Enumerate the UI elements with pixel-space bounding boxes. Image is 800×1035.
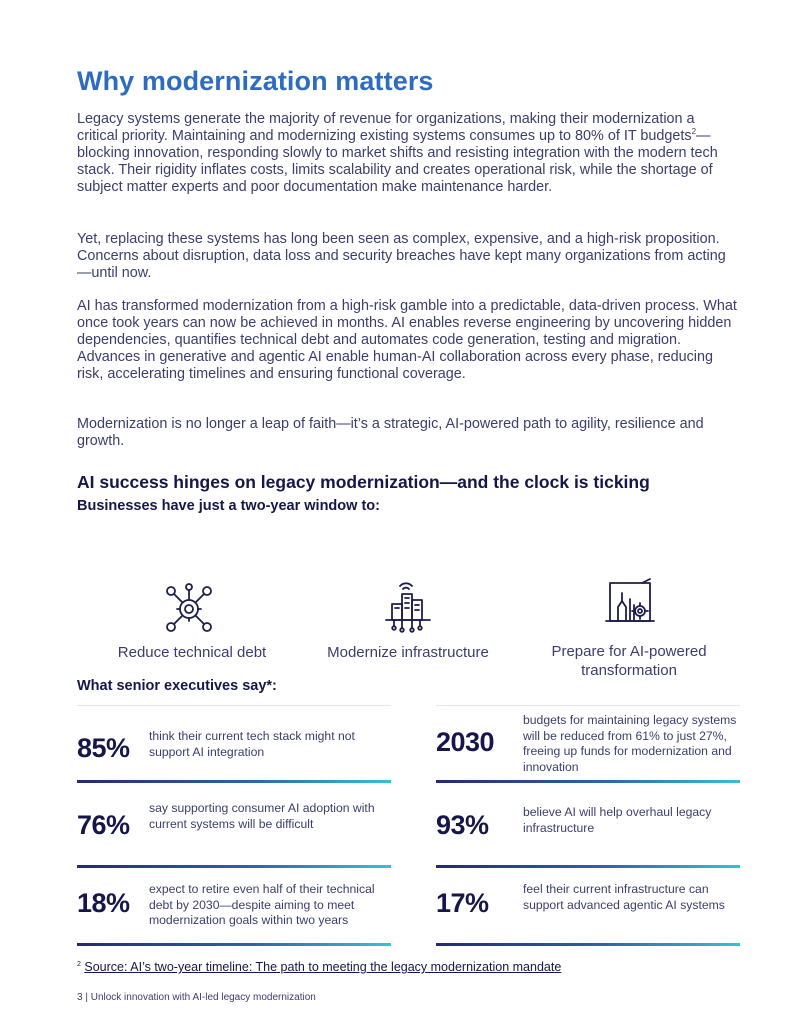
stat-value: 18% <box>77 888 130 918</box>
footnote <box>77 960 561 974</box>
stat-description: feel their current infrastructure can support advanced agentic AI systems <box>523 882 725 912</box>
gradient-divider <box>436 780 740 783</box>
footnote-marker: 2 <box>77 960 81 968</box>
footnote-reference: 2 <box>691 127 697 137</box>
page-title: Why modernization matters <box>77 66 434 96</box>
section-lead: Businesses have just a two-year window to: <box>77 498 380 514</box>
divider <box>436 705 740 706</box>
pillar-label-infrastructure: Modernize infrastructure <box>327 644 489 661</box>
stat-value: 17% <box>436 888 489 918</box>
pillar-label-ai-transformation: Prepare for AI-powered transformation <box>551 643 707 679</box>
pillar-label-technical-debt: Reduce technical debt <box>117 644 267 661</box>
stat-card <box>77 790 391 868</box>
paragraph-4: Modernization is no longer a leap of faith—it’s a strategic, AI-powered path to agility, resilience and growth. <box>77 416 704 449</box>
section-heading: AI success hinges on legacy modernization—and the clock is ticking <box>77 472 650 492</box>
stat-description: expect to retire even half of their technical debt by 2030—despite aiming to meet modernization goals within two years <box>149 882 375 927</box>
page-footer: 3 | Unlock innovation with AI-led legacy modernization <box>77 992 316 1003</box>
stat-value: 93% <box>436 810 489 840</box>
paragraph-1-text: Legacy systems generate the majority of revenue for organizations, making their modernization a critical priority. Maintaining and modernizing existing systems consumes up to 80% of IT budgets <box>77 111 695 144</box>
stat-card <box>77 705 391 783</box>
stat-value: 85% <box>77 733 130 763</box>
gear-network-icon <box>161 581 217 637</box>
stat-card <box>436 790 740 868</box>
stat-card <box>77 868 391 946</box>
stat-card <box>436 705 740 783</box>
gradient-divider <box>436 943 740 946</box>
paragraph-1-text-cont: —blocking innovation, responding slowly to market shifts and resisting integration with the modern tech stack. Their rigidity inflates costs, limits scalability and creates operational risk, while the shortage of subject matter experts and poor documentation make maintenance harder. <box>77 128 718 195</box>
stat-value: 2030 <box>436 727 495 757</box>
stat-description: think their current tech stack might not support AI integration <box>149 729 355 759</box>
gradient-divider <box>77 780 391 783</box>
divider <box>77 705 391 706</box>
executives-heading: What senior executives say*: <box>77 678 277 694</box>
ai-transformation-icon <box>602 575 658 631</box>
stat-value: 76% <box>77 810 130 840</box>
stat-description: believe AI will help overhaul legacy infrastructure <box>523 805 712 835</box>
stat-description: say supporting consumer AI adoption with current systems will be difficult <box>149 801 375 831</box>
paragraph-2: Yet, replacing these systems has long been seen as complex, expensive, and a high-risk proposition. Concerns about disruption, data loss and security breaches have kept many organizations from acting—until now. <box>77 231 726 281</box>
city-infrastructure-icon <box>380 578 436 634</box>
paragraph-1 <box>77 111 737 196</box>
stat-description: budgets for maintaining legacy systems will be reduced from 61% to just 27%, freeing up funds for modernization and innovation <box>523 713 737 774</box>
stat-card <box>436 868 740 946</box>
source-link[interactable]: Source: AI’s two-year timeline: The path to meeting the legacy modernization mandate <box>84 960 562 974</box>
paragraph-3: AI has transformed modernization from a high-risk gamble into a predictable, data-driven process. What once took years can now be achieved in months. AI enables reverse engineering by uncovering hidden dependencies, quantifies technical debt and automates code generation, testing and migration. Advances in generative and agentic AI enable human-AI collaboration across every phase, reducing risk, accelerating timelines and ensuring functional coverage. <box>77 298 737 382</box>
gradient-divider <box>77 943 391 946</box>
